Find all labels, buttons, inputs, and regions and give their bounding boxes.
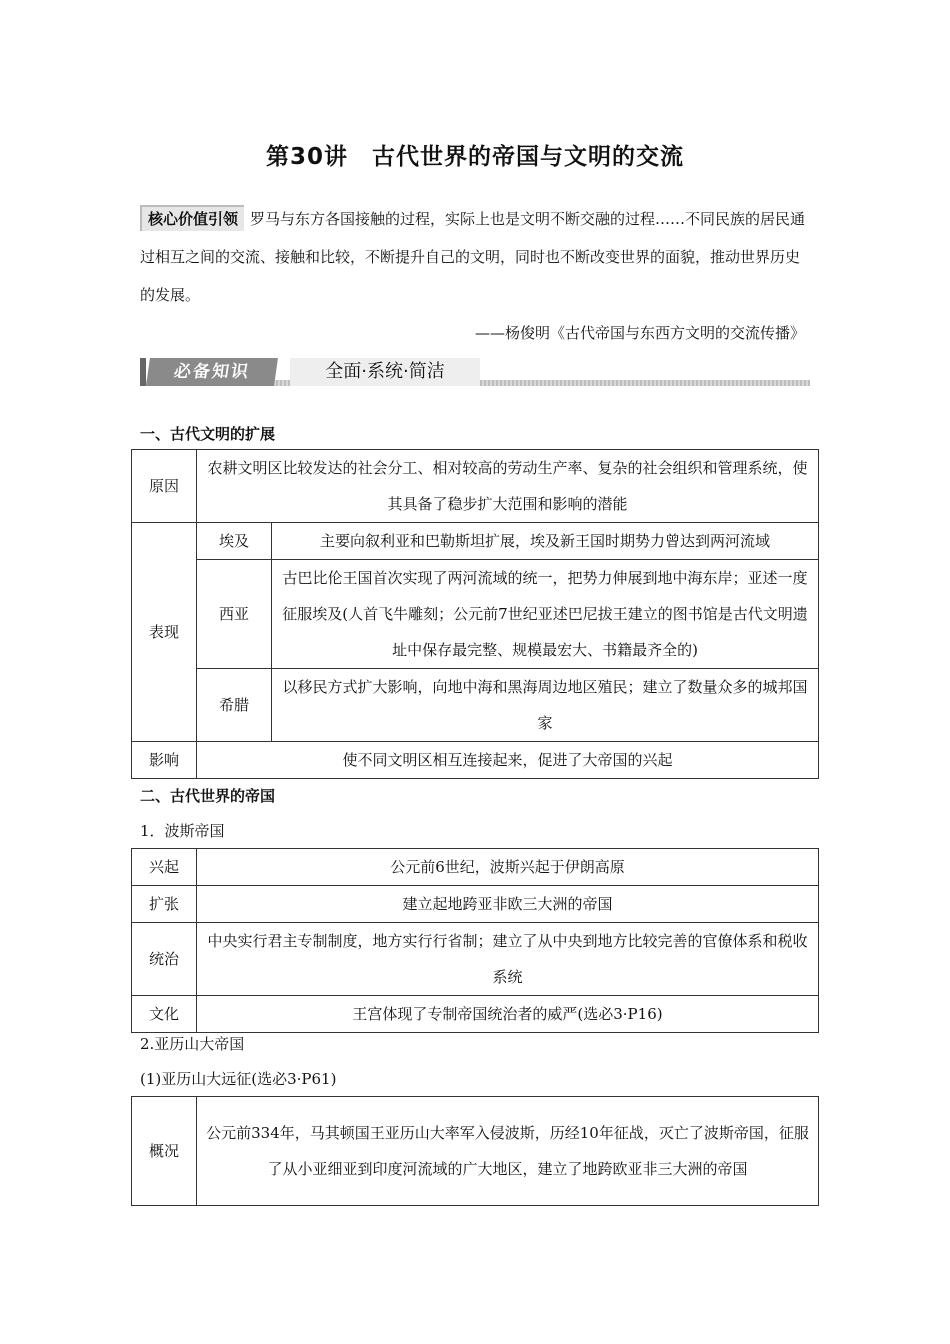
alexander-table (131, 1096, 819, 1206)
reason-label: 原因 (132, 450, 197, 523)
section1-heading: 一、古代文明的扩展 (140, 425, 276, 443)
persia-row-text: 王宫体现了专制帝国统治者的威严(选必3·P16) (197, 996, 819, 1033)
page-title: 第30讲 古代世界的帝国与文明的交流 (265, 144, 684, 170)
impact-text: 使不同文明区相互连接起来，促进了大帝国的兴起 (197, 742, 819, 779)
quote-attribution: ——杨俊明《古代帝国与东西方文明的交流传播》 (474, 324, 805, 342)
civilization-expansion-table (131, 449, 819, 779)
persia-subheading: 1．波斯帝国 (140, 822, 225, 840)
persia-row-label: 文化 (132, 996, 197, 1033)
core-value-paragraph (140, 200, 810, 314)
region-egypt-text: 主要向叙利亚和巴勒斯坦扩展，埃及新王国时期势力曾达到两河流域 (272, 523, 819, 560)
persia-table (131, 848, 819, 1033)
section-banner (140, 358, 810, 390)
core-value-text: 罗马与东方各国接触的过程，实际上也是文明不断交融的过程……不同民族的居民通过相互之间的交流、接触和比较，不断提升自己的文明，同时也不断改变世界的面貌，推动世界历史的发展。 (140, 210, 806, 304)
reason-text: 农耕文明区比较发达的社会分工、相对较高的劳动生产率、复杂的社会组织和管理系统，使其具备了稳步扩大范围和影响的潜能 (197, 450, 819, 523)
persia-row-text: 中央实行君主专制制度，地方实行行省制；建立了从中央到地方比较完善的官僚体系和税收系统 (197, 923, 819, 996)
core-value-badge: 核心价值引领 (140, 205, 244, 231)
persia-row-label: 兴起 (132, 849, 197, 886)
performance-label: 表现 (132, 523, 197, 742)
impact-label: 影响 (132, 742, 197, 779)
alexander-expedition-heading: (1)亚历山大远征(选必3·P61) (140, 1070, 337, 1088)
region-west-asia: 西亚 (197, 560, 272, 669)
region-greece: 希腊 (197, 669, 272, 742)
banner-bracket (140, 358, 146, 386)
alexander-label: 概况 (132, 1097, 197, 1206)
persia-row-label: 扩张 (132, 886, 197, 923)
region-egypt: 埃及 (197, 523, 272, 560)
persia-row-label: 统治 (132, 923, 197, 996)
persia-row-text: 公元前6世纪，波斯兴起于伊朗高原 (197, 849, 819, 886)
region-west-asia-text: 古巴比伦王国首次实现了两河流域的统一，把势力伸展到地中海东岸；亚述一度征服埃及(人首飞牛雕刻；公元前7世纪亚述巴尼拔王建立的图书馆是古代文明遗址中保存最完整、规模最宏大、书籍最齐全的) (272, 560, 819, 669)
banner-right-label: 全面·系统·简洁 (290, 358, 480, 386)
alexander-subheading: 2.亚历山大帝国 (140, 1035, 245, 1053)
region-greece-text: 以移民方式扩大影响，向地中海和黑海周边地区殖民；建立了数量众多的城邦国家 (272, 669, 819, 742)
section2-heading: 二、古代世界的帝国 (140, 787, 276, 805)
alexander-text: 公元前334年，马其顿国王亚历山大率军入侵波斯，历经10年征战，灭亡了波斯帝国，征服了从小亚细亚到印度河流域的广大地区，建立了地跨欧亚非三大洲的帝国 (197, 1097, 819, 1206)
banner-left-label: 必备知识 (146, 358, 278, 386)
persia-row-text: 建立起地跨亚非欧三大洲的帝国 (197, 886, 819, 923)
